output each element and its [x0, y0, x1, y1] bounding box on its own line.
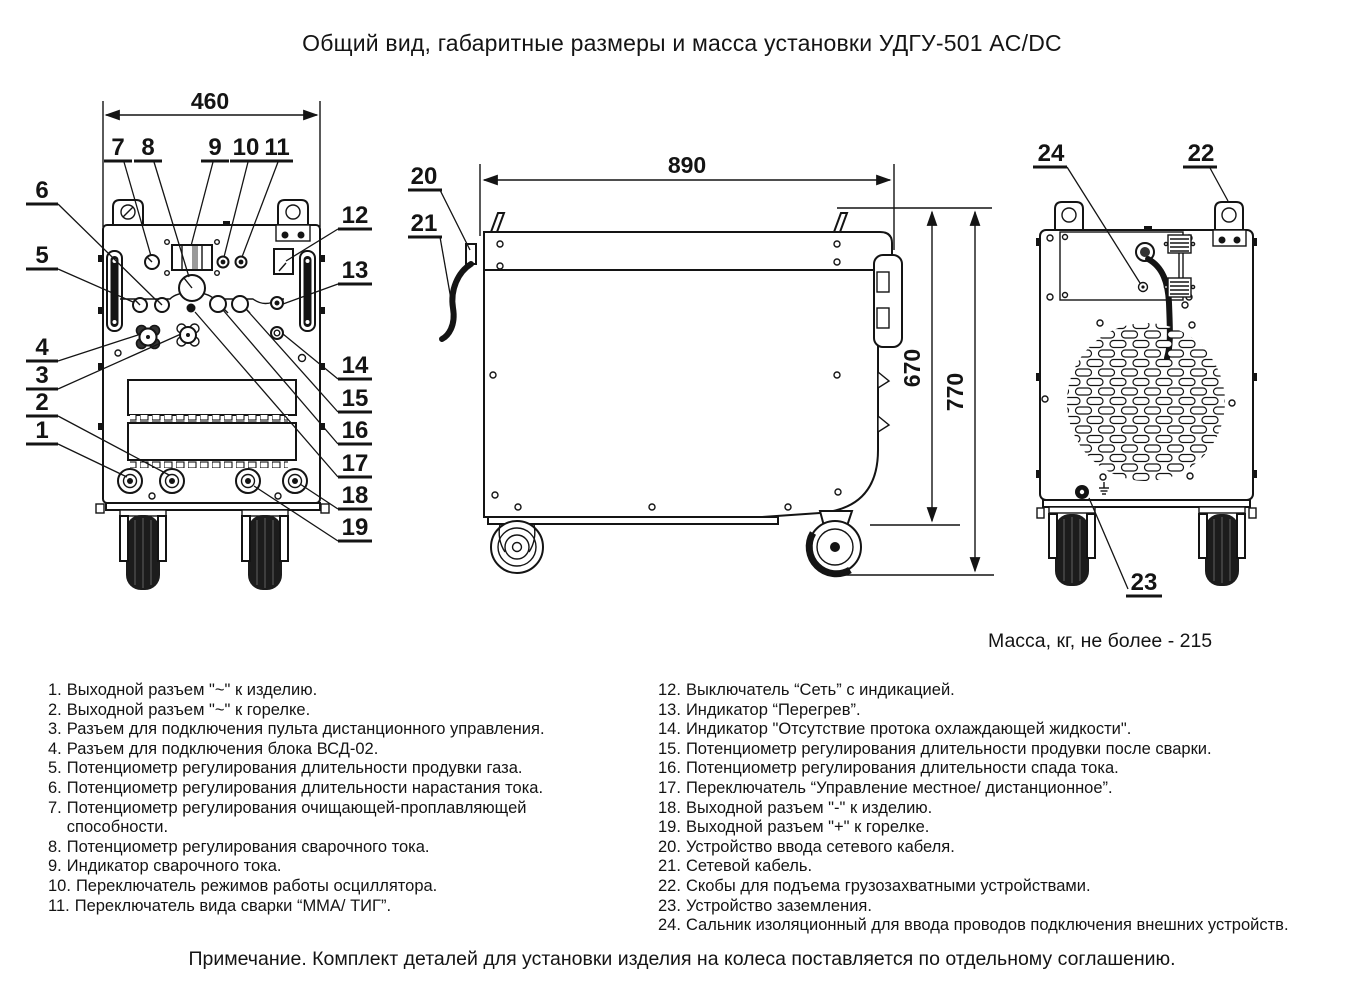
coolant-indicator: [271, 327, 283, 339]
lifting-lug-right: [1215, 202, 1243, 230]
wheel-side-front: [491, 521, 543, 573]
svg-text:17: 17: [341, 450, 369, 477]
panel-hole: [115, 350, 121, 356]
side-view-drawing: [400, 140, 1000, 610]
oscillator-switch: [218, 257, 229, 268]
legend-item-1: 1. Выходной разъем "~" к изделию.: [48, 681, 318, 699]
panel-hole: [275, 493, 281, 499]
lifting-lug-right: [278, 200, 308, 225]
page-title: Общий вид, габаритные размеры и масса установки УДГУ-501 AC/DC: [302, 30, 1062, 56]
local-remote-switch: [187, 304, 196, 313]
legend-item-7: 7. Потенциометр регулирования очищающей-проплавляющей способности.: [48, 798, 527, 837]
svg-text:1: 1: [35, 417, 49, 444]
svg-text:20: 20: [410, 163, 438, 190]
legend-item-5: 5. Потенциометр регулирования длительности продувки газа.: [48, 759, 523, 778]
footnote: Примечание. Комплект деталей для установки изделия на колеса поставляется по отдельному соглашению.: [188, 948, 1176, 970]
legend-column-left: [48, 681, 548, 916]
wheel-front-right: [242, 510, 288, 590]
svg-text:11: 11: [264, 134, 290, 161]
welding-current-knob: [179, 275, 205, 301]
legend-item-23: 23. Устройство заземления.: [658, 896, 872, 915]
svg-text:14: 14: [341, 352, 369, 379]
legend-item-19: 19. Выходной разъем "+" к горелке.: [658, 818, 930, 837]
legend-item-15: 15. Потенциометр регулирования длительности продувки после сварки.: [658, 739, 1212, 758]
panel-hole: [149, 493, 155, 499]
wheel-front-left: [120, 510, 166, 590]
dim-depth-label: 890: [667, 152, 707, 178]
terminal-block-upper: [1164, 235, 1194, 253]
svg-text:4: 4: [35, 334, 49, 361]
dim-overall-height-label: 770: [942, 372, 968, 412]
legend-list-right: [658, 681, 1358, 936]
dim-body-height-label: 670: [899, 348, 925, 388]
legend-list-left: [48, 681, 548, 916]
gland-screw: [1139, 283, 1148, 292]
svg-text:5: 5: [35, 242, 49, 269]
fan-grille: [1067, 323, 1225, 481]
svg-text:19: 19: [341, 514, 369, 541]
legend-item-13: 13. Индикатор “Перегрев”.: [658, 700, 861, 719]
mains-switch: [274, 249, 293, 274]
knob-cleaning: [145, 255, 159, 269]
output-connector-tilde-item: [118, 469, 142, 493]
wheel-rear-right: [1199, 507, 1245, 586]
svg-text:22: 22: [1187, 140, 1215, 167]
front-panel: [96, 200, 329, 590]
svg-text:13: 13: [341, 257, 369, 284]
side-lid: [484, 232, 892, 270]
legend-item-8: 8. Потенциометр регулирования сварочного тока.: [48, 837, 430, 856]
knob-current-rise: [155, 298, 169, 312]
side-body: [442, 213, 902, 574]
legend-item-24: 24. Сальник изоляционный для ввода проводов подключения внешних устройств.: [658, 916, 1289, 935]
terminal-block-lower: [1164, 278, 1194, 297]
svg-text:8: 8: [141, 134, 155, 161]
legend-item-10: 10. Переключатель режимов работы осциллятора.: [48, 876, 438, 895]
output-connector-minus-item: [283, 469, 307, 493]
latch-bracket: [874, 255, 902, 347]
svg-text:24: 24: [1037, 140, 1065, 167]
legend-item-12: 12. Выключатель “Сеть” с индикацией.: [658, 681, 955, 699]
mma-tig-switch: [236, 257, 247, 268]
legend-item-20: 20. Устройство ввода сетевого кабеля.: [658, 837, 955, 856]
legend-item-14: 14. Индикатор "Отсутствие протока охлаждающей жидкости".: [658, 720, 1132, 739]
svg-text:21: 21: [410, 210, 438, 237]
callout-21: [408, 210, 452, 305]
rear-body: [1036, 202, 1257, 586]
legend-item-18: 18. Выходной разъем "-" к изделию.: [658, 798, 933, 817]
legend-item-16: 16. Потенциометр регулирования длительности спада тока.: [658, 759, 1119, 778]
mass-note: Масса, кг, не более - 215: [988, 630, 1213, 652]
current-indicator-window: [165, 240, 220, 276]
wheel-rear-left: [1049, 507, 1095, 586]
svg-text:18: 18: [341, 482, 369, 509]
lifting-lug-left: [1055, 202, 1083, 230]
svg-text:9: 9: [208, 134, 222, 161]
svg-text:23: 23: [1130, 569, 1158, 596]
front-view-drawing: [20, 85, 440, 625]
handle-rail-right: [300, 251, 315, 331]
legend-item-9: 9. Индикатор сварочного тока.: [48, 857, 282, 876]
svg-text:12: 12: [341, 202, 369, 229]
side-base: [488, 517, 778, 524]
grounding-terminal: [1075, 485, 1089, 499]
legend-column-right: [658, 681, 1358, 936]
svg-text:10: 10: [232, 134, 260, 161]
overheat-indicator: [271, 297, 283, 309]
legend-item-3: 3. Разъем для подключения пульта дистанционного управления.: [48, 720, 545, 739]
output-connector-plus-torch: [236, 469, 260, 493]
vent-panels: [128, 380, 296, 468]
callout-23: [1089, 498, 1162, 596]
svg-text:15: 15: [341, 385, 369, 412]
svg-text:6: 6: [35, 177, 49, 204]
svg-text:7: 7: [111, 134, 125, 161]
legend-item-22: 22. Скобы для подъема грузозахватными устройствами.: [658, 876, 1091, 895]
legend-item-6: 6. Потенциометр регулирования длительности нарастания тока.: [48, 778, 544, 797]
cable-entry-device: [466, 244, 476, 264]
wheel-side-rear-swivel: [809, 511, 861, 574]
legend-item-2: 2. Выходной разъем "~" к горелке.: [48, 700, 311, 719]
rear-view-drawing: [1005, 140, 1275, 620]
dim-front-width-label: 460: [190, 88, 230, 114]
lug-plate: [276, 225, 310, 241]
legend-item-4: 4. Разъем для подключения блока ВСД-02.: [48, 739, 379, 758]
svg-text:2: 2: [35, 389, 49, 416]
panel-hole: [299, 355, 306, 362]
callout-22: [1183, 140, 1228, 201]
legend-item-11: 11. Переключатель вида сварки “ММА/ ТИГ”.: [48, 896, 392, 915]
legend-item-17: 17. Переключатель “Управление местное/ дистанционное”.: [658, 778, 1113, 797]
svg-text:3: 3: [35, 362, 49, 389]
legend-item-21: 21. Сетевой кабель.: [658, 857, 813, 876]
knob-gas-preflow: [133, 298, 147, 312]
svg-text:16: 16: [341, 417, 369, 444]
